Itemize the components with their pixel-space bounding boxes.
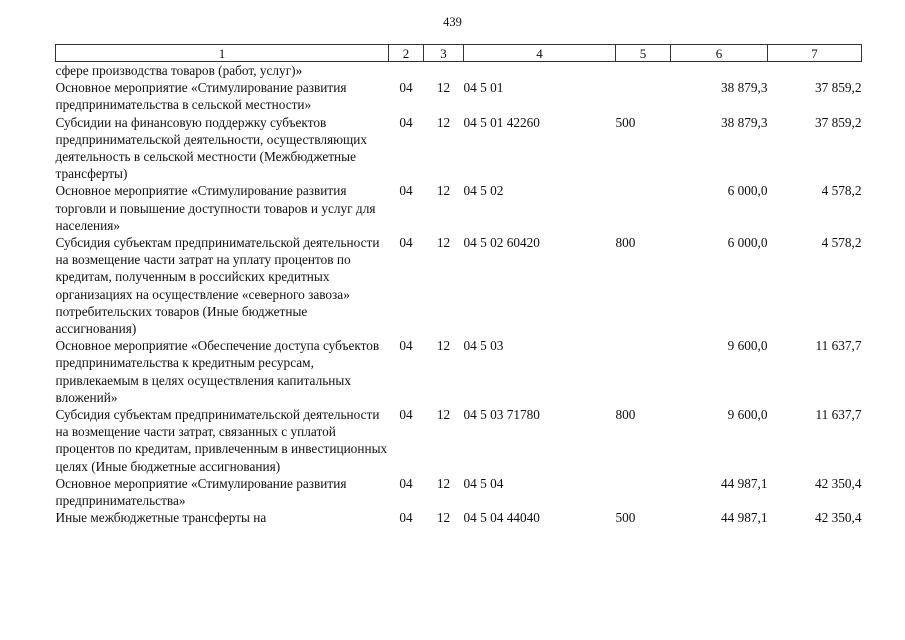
row-amount-2-cell (768, 62, 862, 80)
row-name-cell: Субсидия субъектам предпринимательской деятельности на возмещение части затрат на уплату процентов по кредитам, полученным в российских кредитных организациях на осуществление «северного завоза» потребительских товаров (Иные бюджетные ассигнования) (55, 235, 380, 337)
row-target-article-cell (464, 62, 616, 80)
row-name-cell: Основное мероприятие «Стимулирование развития предпринимательства в сельской местности» (55, 80, 347, 113)
row-amount-1-cell: 6 000,0 (727, 183, 768, 199)
row-expense-type-cell (616, 182, 671, 234)
row-subsection-cell: 12 (436, 407, 451, 423)
row-expense-type-cell (616, 337, 671, 406)
row-amount-2-cell: 11 637,7 (815, 338, 862, 354)
table-row (56, 406, 862, 475)
table-row (56, 62, 862, 80)
row-amount-2-cell: 42 350,4 (814, 510, 862, 526)
row-subsection-cell: 12 (436, 114, 451, 130)
row-target-article-cell: 04 5 04 44040 (463, 510, 540, 526)
row-target-article-cell: 04 5 01 42260 (463, 114, 540, 130)
row-target-article-cell: 04 5 01 (463, 80, 504, 96)
column-header-7: 7 (768, 45, 862, 62)
row-section-cell: 04 (399, 407, 413, 423)
row-target-article-cell: 04 5 03 71780 (463, 407, 540, 423)
row-name-cell: Иные межбюджетные трансферты на (55, 510, 267, 526)
row-subsection-cell: 12 (436, 475, 451, 491)
row-subsection-cell: 12 (436, 235, 451, 251)
header-row (56, 45, 862, 62)
row-section-cell: 04 (399, 510, 413, 526)
row-expense-type-cell (616, 475, 671, 509)
row-subsection-cell: 12 (436, 80, 451, 96)
row-amount-1-cell: 38 879,3 (720, 80, 768, 96)
row-target-article-cell: 04 5 02 (463, 183, 504, 199)
row-amount-1-cell: 44 987,1 (720, 510, 768, 526)
row-name-cell: Основное мероприятие «Обеспечение доступа субъектов предпринимательства к кредитным ресурсам, привлекаемым в целях осуществления капитальных вложений» (55, 338, 380, 405)
column-header-2: 2 (389, 45, 424, 62)
row-amount-2-cell: 42 350,4 (814, 475, 862, 491)
row-name-cell: Основное мероприятие «Стимулирование развития торговли и повышение доступности товаров и услуг для населения» (55, 183, 376, 233)
table-row (56, 509, 862, 526)
column-header-1: 1 (56, 45, 389, 62)
row-expense-type-cell: 500 (615, 510, 636, 526)
row-subsection-cell: 12 (436, 338, 451, 354)
table-row (56, 234, 862, 337)
row-subsection-cell (424, 62, 464, 80)
row-name-cell: сфере производства товаров (работ, услуг)» (55, 63, 303, 78)
table-row (56, 182, 862, 234)
row-section-cell: 04 (399, 475, 413, 491)
row-amount-2-cell: 11 637,7 (815, 407, 862, 423)
row-amount-2-cell: 4 578,2 (821, 235, 862, 251)
table-row (56, 475, 862, 509)
row-amount-2-cell: 37 859,2 (814, 80, 862, 96)
budget-table (55, 44, 862, 526)
row-amount-2-cell: 4 578,2 (821, 183, 862, 199)
row-expense-type-cell (616, 79, 671, 113)
row-amount-2-cell: 37 859,2 (814, 114, 862, 130)
row-expense-type-cell (616, 62, 671, 80)
row-section-cell: 04 (399, 338, 413, 354)
row-section-cell: 04 (399, 114, 413, 130)
row-amount-1-cell: 44 987,1 (720, 475, 768, 491)
row-amount-1-cell: 9 600,0 (727, 338, 768, 354)
row-target-article-cell: 04 5 03 (463, 338, 504, 354)
row-amount-1-cell: 9 600,0 (727, 407, 768, 423)
table-row (56, 79, 862, 113)
row-section-cell: 04 (399, 80, 413, 96)
page-number: 439 (443, 15, 462, 29)
table-body (56, 62, 862, 527)
row-amount-1-cell (671, 62, 768, 80)
row-name-cell: Субсидия субъектам предпринимательской деятельности на возмещение части затрат, связанных с уплатой процентов по кредитам, привлеченным в инвестиционных целях (Иные бюджетные ассигнования) (55, 407, 388, 474)
row-section-cell: 04 (399, 183, 413, 199)
row-subsection-cell: 12 (436, 510, 451, 526)
column-header-3: 3 (424, 45, 464, 62)
row-section-cell (389, 62, 424, 80)
row-expense-type-cell: 800 (615, 235, 636, 251)
row-section-cell: 04 (399, 235, 413, 251)
row-amount-1-cell: 6 000,0 (727, 235, 768, 251)
row-expense-type-cell: 500 (615, 114, 636, 130)
table-row (56, 114, 862, 183)
row-subsection-cell: 12 (436, 183, 451, 199)
column-header-4: 4 (464, 45, 616, 62)
row-expense-type-cell: 800 (615, 407, 636, 423)
column-header-5: 5 (616, 45, 671, 62)
row-name-cell: Основное мероприятие «Стимулирование развития предпринимательства» (55, 475, 347, 509)
column-header-6: 6 (671, 45, 768, 62)
row-target-article-cell: 04 5 04 (463, 475, 504, 491)
row-target-article-cell: 04 5 02 60420 (463, 235, 540, 251)
table-row (56, 337, 862, 406)
row-amount-1-cell: 38 879,3 (720, 114, 768, 130)
row-name-cell: Субсидии на финансовую поддержку субъектов предпринимательской деятельности, осуществляющих деятельность в сельской местности (Межбюджетные трансферты) (55, 114, 368, 182)
